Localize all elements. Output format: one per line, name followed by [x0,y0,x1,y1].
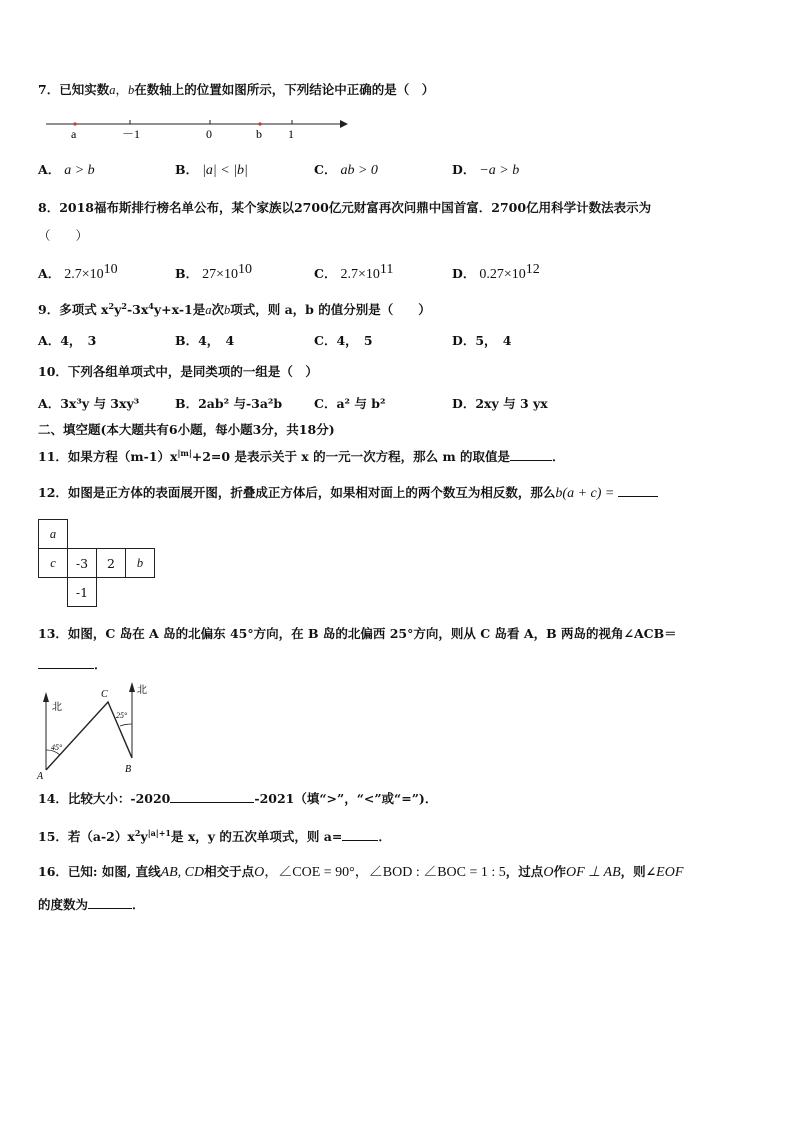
q16-stem: 16．已知: 如图, 直线AB, CD相交于点O，∠COE = 90°，∠BOD : ∠BOC = 1 : 5，过点O作OF ⊥ AB，则∠EOF [38,864,684,880]
q16-line2: 的度数为 ． [38,897,145,912]
q9-option-b[interactable]: B．4， 4 [175,333,235,348]
q8-option-a[interactable]: A． $2.7\times 10^{10}$ [38,261,118,282]
q8-option-b[interactable]: B． $27\times 10^{10}$ [175,261,252,282]
q10-option-c[interactable]: C．a² 与 b² [314,396,386,411]
axis-label-0: 0 [206,127,212,141]
q7-stem: 7．已知实数a，b在数轴上的位置如图所示，下列结论中正确的是（ ） [38,82,435,97]
point-a: A [37,771,44,780]
net-cell-a: a [38,519,68,549]
q12-stem: 12．如图是正方体的表面展开图，折叠成正方体后，如果相对面上的两个数互为相反数，那么b(a + c) = [38,484,658,502]
q14-blank[interactable] [170,790,254,803]
q11-stem: 11．如果方程$(m-1)x^{|m|}+2=0$ 是表示关于 x 的一元一次方程，那么 m 的取值是 ． [38,447,565,464]
q10-option-a[interactable]: A．3x³y 与 3xy³ [38,396,140,411]
q16-blank[interactable] [88,896,132,909]
q11-blank[interactable] [510,448,552,461]
q8-paren: （ ） [38,228,89,243]
q7-option-a[interactable]: A． a > b [38,162,95,178]
q7-option-b[interactable]: B． |a| < |b| [175,162,248,178]
point-b: B [125,764,132,775]
net-cell-b: b [125,548,155,578]
q8-option-d[interactable]: D． $0.27\times 10^{12}$ [452,261,540,282]
q9-option-c[interactable]: C．4， 5 [314,333,373,348]
axis-label-1: 1 [288,127,294,141]
north-label-b: 北 [137,685,147,696]
axis-label-b: b [256,127,262,141]
number-line [40,112,360,142]
q15-stem: 15．若$(a-2)x^2y^{|a|+1}$是 x，y 的五次单项式，则 a= ． [38,827,391,844]
q9-stem: 9．多项式 $x^2y^2-3x^4y+x-1$是a次b项式，则 a，b 的值分别是（ ） [38,300,431,317]
angle-25: 25° [116,711,128,720]
net-cell-neg1: -1 [67,577,97,607]
section-heading: 二、填空题(本大题共有6小题，每小题3分，共18分) [38,422,335,437]
cube-net [38,519,168,611]
net-cell-2: 2 [96,548,126,578]
q10-option-b[interactable]: B．2ab² 与-3a²b [175,396,283,411]
q13-answer-line: ． [38,656,107,673]
q10-stem: 10．下列各组单项式中，是同类项的一组是（ ） [38,364,318,379]
net-cell-neg3: -3 [67,548,97,578]
island-figure [34,680,164,780]
q12-blank[interactable] [618,484,658,497]
axis-label-neg1: －1 [122,127,141,141]
q13-stem: 13．如图，C 岛在 A 岛的北偏东 45°方向，在 B 岛的北偏西 25°方向，则从 C 岛看 A，B 两岛的视角∠ACB＝ [38,626,677,641]
q15-blank[interactable] [342,828,378,841]
q10-option-d[interactable]: D．2xy 与 3 yx [452,396,548,411]
q9-option-d[interactable]: D．5， 4 [452,333,512,348]
net-cell-c: c [38,548,68,578]
q7-option-c[interactable]: C． ab > 0 [314,162,378,178]
q7-option-d[interactable]: D． −a > b [452,162,520,178]
q8-stem: 8．2018福布斯排行榜名单公布，某个家族以2700亿元财富再次问鼎中国首富．2700亿用科学计数法表示为 [38,200,652,215]
q9-option-a[interactable]: A．4， 3 [38,333,97,348]
north-label-a: 北 [52,702,62,713]
q13-blank[interactable] [38,656,94,669]
point-c: C [101,689,108,700]
axis-label-a: a [71,127,77,141]
q8-option-c[interactable]: C． $2.7\times 10^{11}$ [314,261,394,282]
angle-45: 45° [51,743,63,752]
q14-stem: 14．比较大小：-2020 -2021（填“>”，“<”或“=”)． [38,791,438,806]
